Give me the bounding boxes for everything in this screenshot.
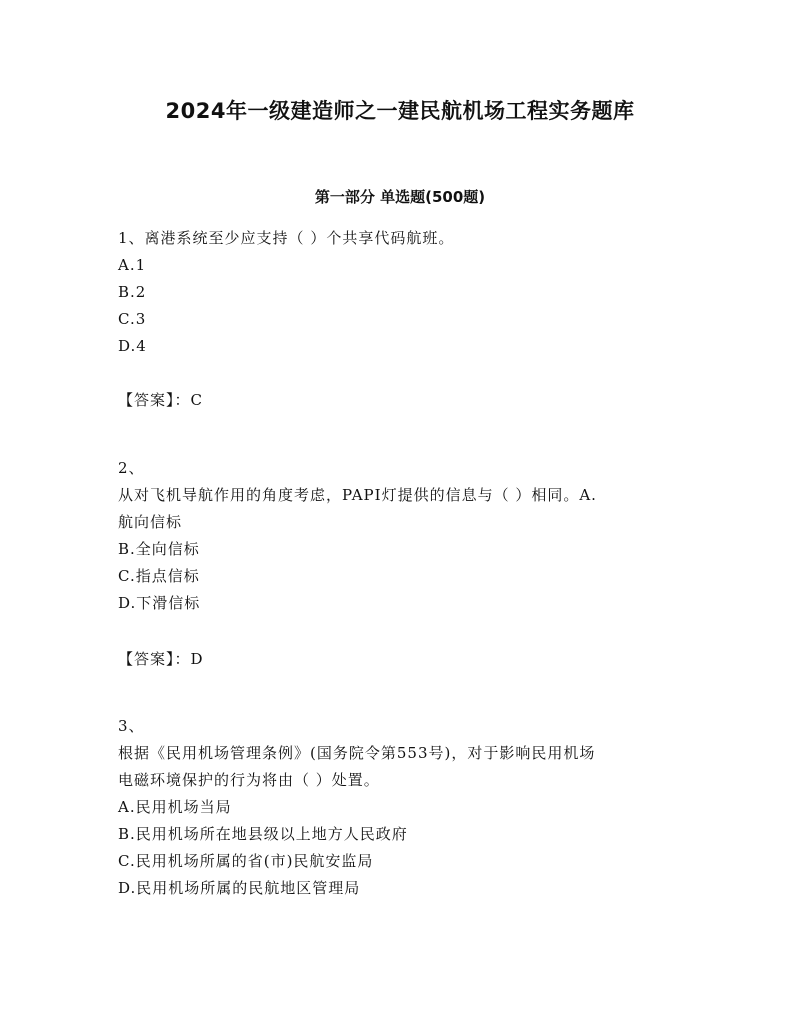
question-2-stem-line-2: 航向信标 xyxy=(118,513,183,531)
question-1-option-d: D.4 xyxy=(118,337,147,355)
question-2-option-c: C.指点信标 xyxy=(118,567,200,585)
question-3-number: 3、 xyxy=(118,717,145,735)
question-1-option-b: B.2 xyxy=(118,283,147,301)
question-3-option-d: D.民用机场所属的民航地区管理局 xyxy=(118,879,361,897)
question-2-number: 2、 xyxy=(118,459,145,477)
question-3-option-c: C.民用机场所属的省(市)民航安监局 xyxy=(118,852,374,870)
question-2-option-b: B.全向信标 xyxy=(118,540,200,558)
question-3-stem-line-1: 根据《民用机场管理条例》(国务院令第553号)，对于影响民用机场 xyxy=(118,744,596,762)
question-2-option-d: D.下滑信标 xyxy=(118,594,201,612)
question-1-option-c: C.3 xyxy=(118,310,147,328)
question-2-stem-line-1: 从对飞机导航作用的角度考虑，PAPI灯提供的信息与（ ）相同。A. xyxy=(118,486,597,504)
question-2-answer: 【答案】：D xyxy=(118,650,204,668)
question-3-option-b: B.民用机场所在地县级以上地方人民政府 xyxy=(118,825,408,843)
question-3-stem-line-2: 电磁环境保护的行为将由（ ）处置。 xyxy=(118,771,380,789)
document-title: 2024年一级建造师之一建民航机场工程实务题库 xyxy=(165,99,635,123)
question-1-answer: 【答案】：C xyxy=(118,391,203,409)
question-1-stem: 1、离港系统至少应支持（ ）个共享代码航班。 xyxy=(118,229,455,247)
section-title: 第一部分 单选题(500题) xyxy=(314,188,486,206)
question-3-option-a: A.民用机场当局 xyxy=(118,798,232,816)
question-1-option-a: A.1 xyxy=(118,256,147,274)
